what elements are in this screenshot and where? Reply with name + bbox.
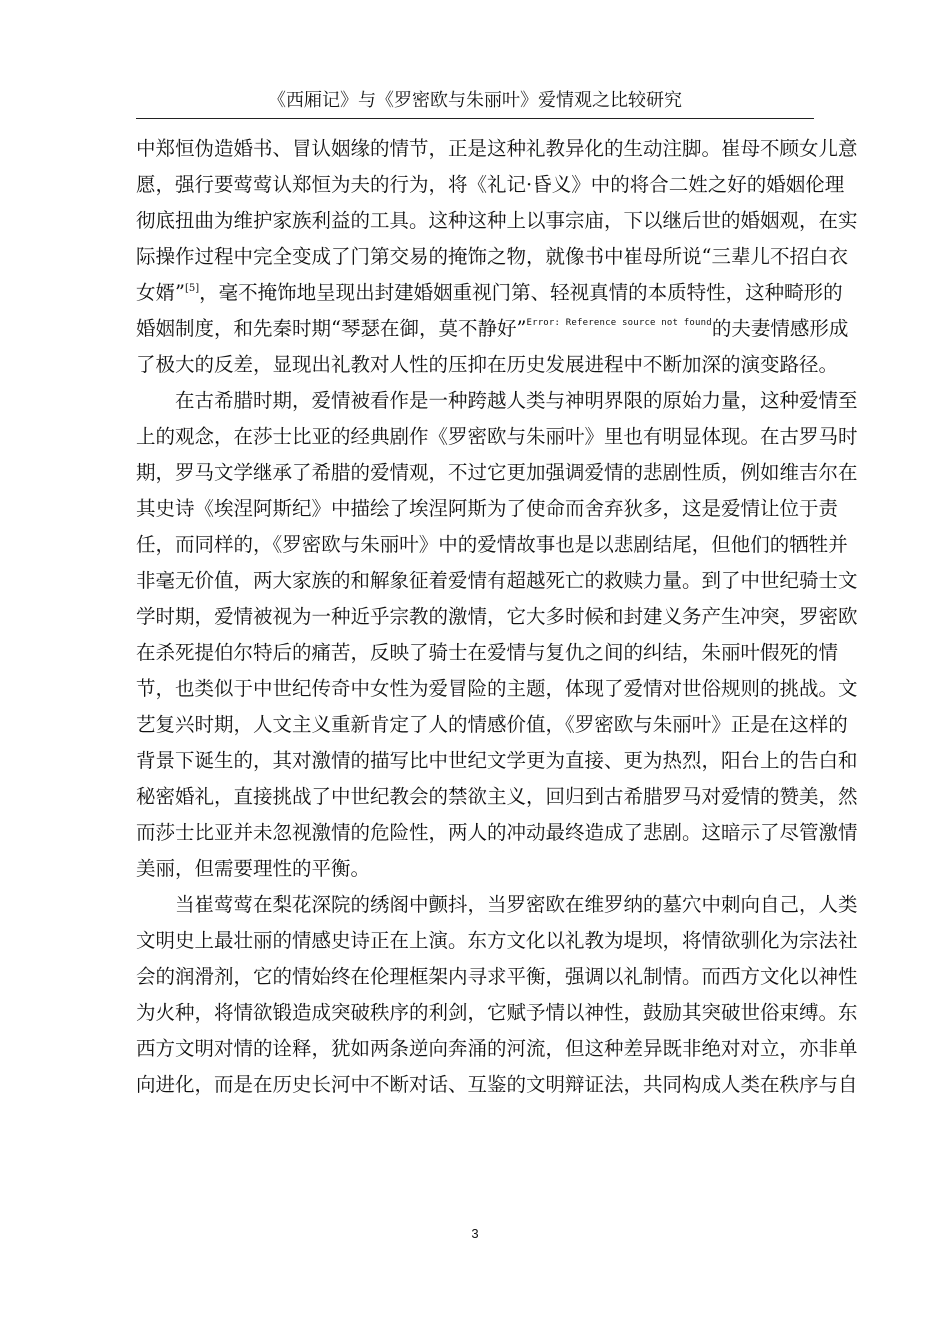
header-divider [136,118,814,119]
paragraph-1 [136,131,858,383]
text-line: 彻底扭曲为维护家族利益的工具。这种这种上以事宗庙，下以继后世的婚姻观，在实 [136,209,858,232]
paragraph-3 [136,887,858,1103]
page-number: 3 [471,1226,479,1241]
text-line: 上的观念，在莎士比亚的经典剧作《罗密欧与朱丽叶》里也有明显体现。在古罗马时 [136,425,858,448]
text-line: 艺复兴时期，人文主义重新肯定了人的情感价值，《罗密欧与朱丽叶》正是在这样的 [136,713,848,736]
text-line: 秘密婚礼，直接挑战了中世纪教会的禁欲主义，回归到古希腊罗马对爱情的赞美，然 [136,785,858,808]
text-line: 西方文明对情的诠释，犹如两条逆向奔涌的河流，但这种差异既非绝对对立，亦非单 [136,1037,858,1060]
text-run: 的夫妻情感形成 [711,317,849,340]
text-line: 在古希腊时期，爱情被看作是一种跨越人类与神明界限的原始力量，这种爱情至 [175,389,858,412]
text-line: 其史诗《埃涅阿斯纪》中描绘了埃涅阿斯为了使命而舍弃狄多，这是爱情让位于责 [136,497,839,520]
text-line: 在杀死提伯尔特后的痛苦，反映了骑士在爱情与复仇之间的纠结，朱丽叶假死的情 [136,641,839,664]
text-line: 文明史上最壮丽的情感史诗正在上演。东方文化以礼教为堤坝，将情欲驯化为宗法社 [136,929,858,952]
text-run: ，毫不掩饰地呈现出封建婚姻重视门第、轻视真情的本质特性，这种畸形的 [199,281,843,304]
text-line [136,275,843,311]
text-line: 期，罗马文学继承了希腊的爱情观，不过它更加强调爱情的悲剧性质，例如维吉尔在 [136,461,858,484]
text-line: 愿，强行要莺莺认郑恒为夫的行为，将《礼记·昏义》中的将合二姓之好的婚姻伦理 [136,173,845,196]
text-run: 婚姻制度，和先秦时期“琴瑟在御，莫不静好” [136,317,527,340]
citation-superscript: [5] [184,283,200,294]
text-line: 节，也类似于中世纪传奇中女性为爱冒险的主题，体现了爱情对世俗规则的挑战。文 [136,677,858,700]
text-line: 中郑恒伪造婚书、冒认姻缘的情节，正是这种礼教异化的生动注脚。崔母不顾女儿意 [136,137,858,160]
text-line: 了极大的反差，显现出礼教对人性的压抑在历史发展进程中不断加深的演变路径。 [136,353,839,376]
text-line: 任，而同样的，《罗密欧与朱丽叶》中的爱情故事也是以悲剧结尾，但他们的牺牲并 [136,533,848,556]
text-line [136,311,849,347]
text-line: 而莎士比亚并未忽视激情的危险性，两人的冲动最终造成了悲剧。这暗示了尽管激情 [136,821,858,844]
paragraph-2 [136,383,858,887]
running-header: 《西厢记》与《罗密欧与朱丽叶》爱情观之比较研究 [268,90,682,111]
text-line: 学时期，爱情被视为一种近乎宗教的激情，它大多时候和封建义务产生冲突，罗密欧 [136,605,858,628]
text-line: 当崔莺莺在梨花深院的绣阁中颤抖，当罗密欧在维罗纳的墓穴中刺向自己，人类 [175,893,858,916]
reference-error-note: Error: Reference source not found [526,318,712,328]
text-line: 非毫无价值，两大家族的和解象征着爱情有超越死亡的救赎力量。到了中世纪骑士文 [136,569,858,592]
text-line: 美丽，但需要理性的平衡。 [136,857,371,880]
text-line: 际操作过程中完全变成了门第交易的掩饰之物，就像书中崔母所说“三辈儿不招白衣 [136,245,848,268]
body-text [136,131,858,1103]
text-line: 会的润滑剂，它的情始终在伦理框架内寻求平衡，强调以礼制情。而西方文化以神性 [136,965,858,988]
text-line: 向进化，而是在历史长河中不断对话、互鉴的文明辩证法，共同构成人类在秩序与自 [136,1073,858,1096]
text-line: 背景下诞生的，其对激情的描写比中世纪文学更为直接、更为热烈，阳台上的告白和 [136,749,858,772]
text-run: 女婿” [136,281,185,304]
text-line: 为火种，将情欲锻造成突破秩序的利剑，它赋予情以神性，鼓励其突破世俗束缚。东 [136,1001,858,1024]
